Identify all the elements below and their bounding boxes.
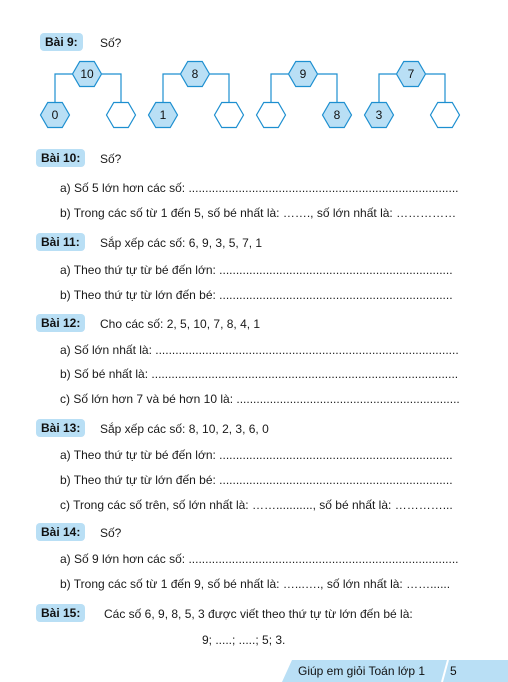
bond-top-value: 10 — [80, 67, 94, 81]
bai12-question: Cho các số: 2, 5, 10, 7, 8, 4, 1 — [100, 317, 261, 331]
bai10-question: Số? — [100, 152, 122, 166]
bond-right-hexagon[interactable] — [106, 102, 136, 128]
bai12-label: Bài 12: — [36, 314, 85, 332]
bai11-label: Bài 11: — [36, 233, 85, 251]
bai14-part-a: a) Số 9 lớn hơn các số: ................................................................................. — [60, 552, 459, 566]
bond-left-value: 1 — [159, 108, 167, 122]
bond-left-value: 0 — [51, 108, 59, 122]
bond-top-value: 8 — [191, 67, 199, 81]
bai13-part-b: b) Theo thứ tự từ lớn đến bé: ...................................................................... — [60, 473, 453, 487]
bai14-label: Bài 14: — [36, 523, 85, 541]
bai13-label: Bài 13: — [36, 419, 85, 437]
bai15-label: Bài 15: — [36, 604, 85, 622]
bai9-label: Bài 9: — [40, 33, 83, 51]
bai13-part-c: c) Trong các số trên, số lớn nhất là: ……..........., số bé nhất là: …………... — [60, 498, 453, 512]
bond-right-value: 8 — [333, 108, 341, 122]
bai11-question: Sắp xếp các số: 6, 9, 3, 5, 7, 1 — [100, 236, 263, 250]
bai9-question: Số? — [100, 36, 122, 50]
bond-top-value: 9 — [299, 67, 307, 81]
footer-title: Giúp em giỏi Toán lớp 1 — [298, 664, 426, 678]
bai12-part-b: b) Số bé nhất là: ............................................................................................ — [60, 367, 459, 381]
bai10-label: Bài 10: — [36, 149, 85, 167]
bai15-answer: 9; .....; .....; 5; 3. — [202, 633, 286, 647]
bai15-question: Các số 6, 9, 8, 5, 3 được viết theo thứ tự từ lớn đến bé là: — [104, 607, 413, 621]
bond-left-value: 3 — [375, 108, 383, 122]
bond-right-hexagon[interactable] — [430, 102, 460, 128]
bai10-part-b: b) Trong các số từ 1 đến 5, số bé nhất là: ……., số lớn nhất là: …………… — [60, 206, 457, 220]
bai12-part-a: a) Số lớn nhất là: ........................................................................................... — [60, 343, 459, 357]
bai14-question: Số? — [100, 526, 122, 540]
bond-top-value: 7 — [407, 67, 415, 81]
bai12-part-c: c) Số lớn hơn 7 và bé hơn 10 là: ................................................................... — [60, 392, 460, 406]
bond-right-hexagon[interactable] — [214, 102, 244, 128]
bai10-part-a: a) Số 5 lớn hơn các số: ................................................................................. — [60, 181, 459, 195]
bai13-part-a: a) Theo thứ tự từ bé đến lớn: ...................................................................... — [60, 448, 453, 462]
bai14-part-b: b) Trong các số từ 1 đến 9, số bé nhất là: …...…., số lớn nhất là: ……...... — [60, 577, 451, 591]
bond-left-hexagon[interactable] — [256, 102, 286, 128]
bai13-question: Sắp xếp các số: 8, 10, 2, 3, 6, 0 — [100, 422, 269, 436]
page-number: 5 — [450, 664, 457, 678]
bai11-part-b: b) Theo thứ tự từ lớn đến bé: ...................................................................... — [60, 288, 453, 302]
bai11-part-a: a) Theo thứ tự từ bé đến lớn: ...................................................................... — [60, 263, 453, 277]
